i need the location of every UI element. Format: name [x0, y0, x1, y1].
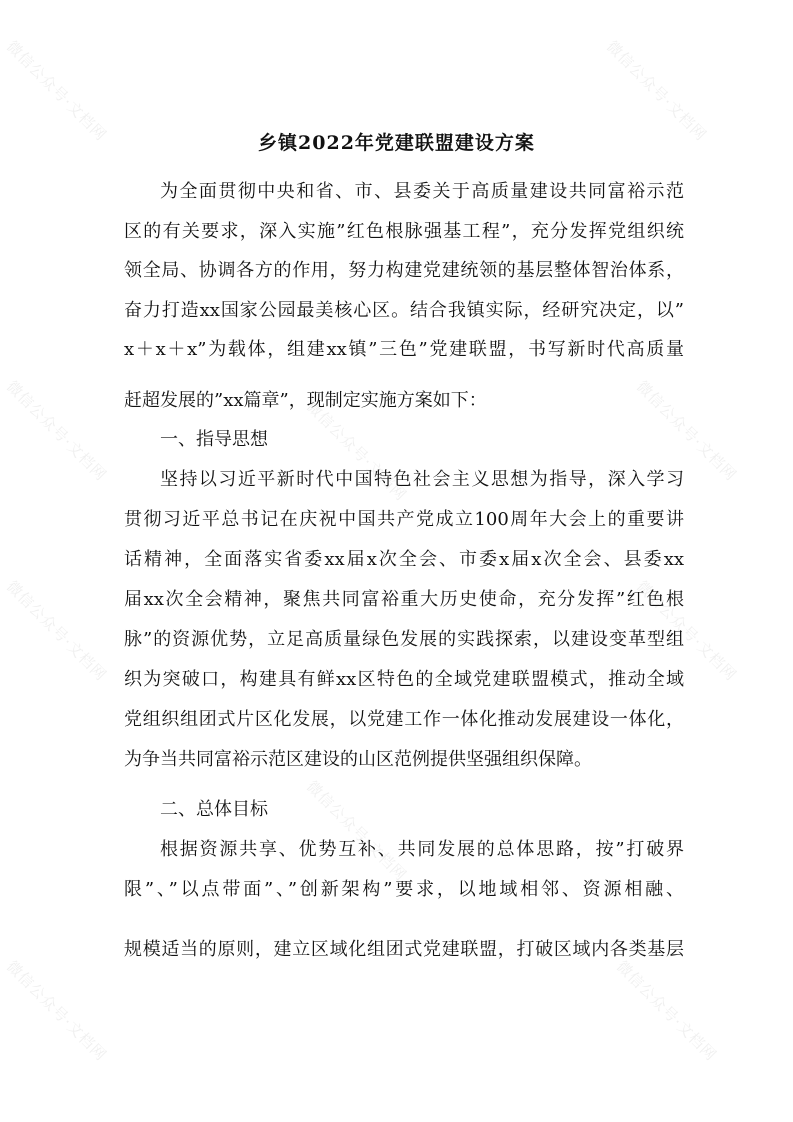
paragraph-line: 为全面贯彻中央和省、市、县委关于高质量建设共同富裕示范 — [160, 181, 684, 202]
watermark: 微信公众号·文档网 — [612, 957, 721, 1065]
watermark: 微信公众号·文档网 — [2, 37, 111, 145]
watermark: 微信公众号·文档网 — [302, 777, 411, 885]
paragraph-line: 织为突破口，构建具有鲜xx区特色的全域党建联盟模式，推动全域 — [124, 669, 684, 690]
paragraph-line: 规模适当的原则，建立区域化组团式党建联盟，打破区域内各类基层 — [124, 939, 684, 960]
paragraph-line: 区的有关要求，深入实施”红色根脉强基工程”，充分发挥党组织统 — [124, 221, 684, 242]
paragraph-line: 话精神，全面落实省委xx届x次全会、市委x届x次全会、县委xx — [124, 549, 684, 570]
document-title: 乡镇2022年党建联盟建设方案 — [258, 132, 535, 154]
section-heading: 二、总体目标 — [160, 799, 268, 820]
paragraph-line: 坚持以习近平新时代中国特色社会主义思想为指导，深入学习 — [160, 469, 684, 490]
watermark: 微信公众号·文档网 — [632, 577, 741, 685]
paragraph-line: 根据资源共享、优势互补、共同发展的总体思路，按”打破界 — [160, 839, 684, 860]
paragraph-line: 限”、”以点带面”、”创新架构”要求，以地域相邻、资源相融、 — [124, 879, 684, 900]
watermark: 微信公众号·文档网 — [2, 957, 111, 1065]
paragraph-line: 党组织组团式片区化发展，以党建工作一体化推动发展建设一体化， — [124, 709, 684, 730]
paragraph-line: 领全局、协调各方的作用，努力构建党建统领的基层整体智治体系， — [124, 260, 684, 281]
watermark: 微信公众号·文档网 — [302, 397, 411, 505]
watermark: 微信公众号·文档网 — [2, 377, 111, 485]
paragraph-line: 届xx次全会精神，聚焦共同富裕重大历史使命，充分发挥”红色根 — [124, 589, 684, 610]
paragraph-line: 奋力打造xx国家公园最美核心区。结合我镇实际，经研究决定，以” — [124, 300, 684, 321]
section-heading: 一、指导思想 — [160, 429, 268, 450]
watermark: 微信公众号·文档网 — [602, 37, 711, 145]
paragraph-line: 贯彻习近平总书记在庆祝中国共产党成立100周年大会上的重要讲 — [124, 509, 684, 530]
paragraph-line: 赶超发展的”xx篇章”，现制定实施方案如下： — [124, 390, 487, 411]
paragraph-line: 为争当共同富裕示范区建设的山区范例提供坚强组织保障。 — [124, 749, 592, 770]
watermark: 微信公众号·文档网 — [2, 577, 111, 685]
paragraph-line: x＋x＋x”为载体，组建xx镇”三色”党建联盟，书写新时代高质量 — [124, 339, 684, 360]
watermark: 微信公众号·文档网 — [632, 377, 741, 485]
paragraph-line: 脉”的资源优势，立足高质量绿色发展的实践探索，以建设变革型组 — [124, 629, 684, 650]
